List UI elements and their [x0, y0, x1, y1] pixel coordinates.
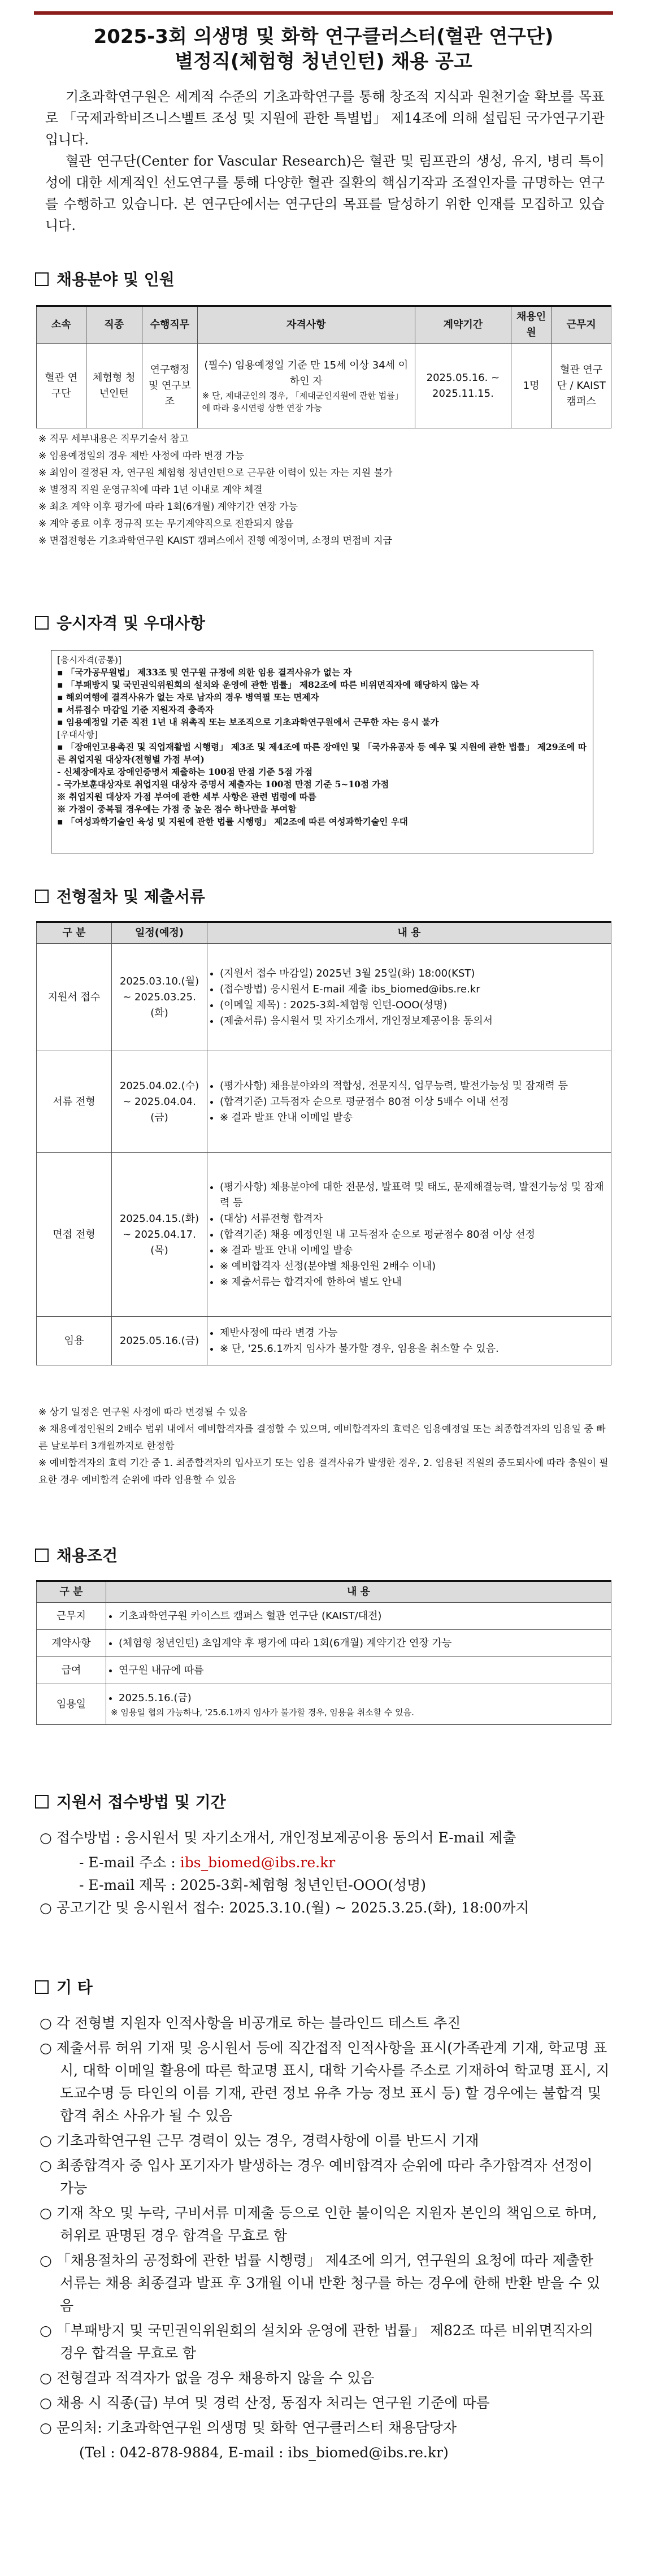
section-title: 기 타	[57, 1978, 93, 1997]
cell-content	[207, 1317, 611, 1365]
section-title: 응시자격 및 우대사항	[57, 614, 205, 632]
content-list	[212, 1325, 606, 1357]
top-rule	[34, 11, 613, 15]
page-title-line1: 2025-3회 의생명 및 화학 연구클러스터(혈관 연구단)	[93, 25, 554, 48]
col-header: 수행직무	[142, 306, 198, 344]
cell-period: 2025.05.16. ~ 2025.11.15.	[415, 344, 511, 428]
cell-value	[106, 1603, 611, 1630]
section-title: 전형절차 및 제출서류	[57, 887, 205, 906]
note-item: ※ 임용예정일의 경우 제반 사정에 따라 변경 가능	[38, 450, 245, 462]
section-application	[35, 1793, 226, 1812]
table-header-row	[37, 1581, 611, 1603]
list-item: • ※ 제출서류는 합격자에 한하여 별도 안내	[220, 1274, 606, 1290]
section-box-icon	[35, 616, 49, 630]
col-header: 일정(예정)	[112, 922, 207, 944]
recruit-table	[36, 305, 611, 428]
list-item: • (합격기준) 고득점자 순으로 평균점수 80점 이상 5배수 이내 선정	[220, 1094, 606, 1110]
list-item: • ※ 단, '25.6.1까지 임사가 불가할 경우, 임용을 취소할 수 있음.	[220, 1341, 606, 1357]
eligibility-line: ※ 취업지원 대상자 가점 부여에 관한 세부 사항은 관련 법령에 따름	[57, 791, 316, 802]
list-item: • 2025.5.16.(금)	[119, 1690, 606, 1706]
note-item: ※ 상기 일정은 연구원 사정에 따라 변경될 수 있음	[38, 1407, 247, 1418]
eligibility-line: ▪ 임용예정일 기준 직전 1년 내 위촉직 또는 보조직으로 기초과학연구원에서 근무한 자는 응시 불가	[57, 717, 439, 727]
cell-date: 2025.04.02.(수) ~ 2025.04.04.(금)	[112, 1051, 207, 1153]
section-procedure	[35, 887, 205, 907]
application-period: ○ 공고기간 및 응시원서 접수: 2025.3.10.(월) ~ 2025.3.25.(화), 18:00까지	[40, 1900, 529, 1916]
email-subject-line: - E-mail 제목 : 2025-3회-체험형 청년인턴-OOO(성명)	[79, 1877, 427, 1893]
section-box-icon	[35, 272, 49, 286]
cell-duty: 연구행정 및 연구보조	[142, 344, 198, 428]
note-item: ※ 채용예정인원의 2배수 범위 내에서 예비합격자를 결정할 수 있으며, 예비합격자의 효력은 임용예정일 또는 최종합격자의 임용일 중 빠른 날로부터 3개월까지로 한정함	[38, 1424, 606, 1452]
etc-list	[40, 2012, 610, 2464]
page-title-line2: 별정직(체험형 청년인턴) 채용 공고	[175, 50, 472, 73]
eligibility-line: ▪ 해외여행에 결격사유가 없는 자로 남자의 경우 병역필 또는 면제자	[57, 692, 319, 702]
list-item: • (평가사항) 채용분야에 대한 전문성, 발표력 및 태도, 문제해결능력, 발전가능성 및 잠재력 등	[220, 1179, 606, 1211]
section-box-icon	[35, 1980, 49, 1994]
eligibility-line: ▪ 「국가공무원법」 제33조 및 연구원 규정에 의한 임용 결격사유가 없는 자	[57, 667, 352, 678]
contact-line: (Tel : 042-878-9884, E-mail : ibs_biomed@ibs.re.kr)	[79, 2444, 449, 2461]
procedure-notes	[38, 1404, 609, 1489]
value-list	[111, 1608, 606, 1624]
section-etc	[35, 1978, 93, 1997]
eligibility-line: ▪ 서류접수 마감일 기준 지원자격 충족자	[57, 704, 214, 715]
conditions-table	[36, 1580, 611, 1725]
note-item: ※ 예비합격자의 효력 기간 중 1. 최종합격자의 입사포기 또는 임용 결격사유가 발생한 경우, 2. 임용된 직원의 중도퇴사에 따라 충원이 필요한 경우 예비합격 순위에 따라 임용할 수 있음	[38, 1458, 609, 1486]
recruit-notes	[38, 431, 609, 549]
col-header: 구 분	[37, 1581, 106, 1603]
section-box-icon	[35, 890, 49, 903]
section-recruit-field	[35, 270, 175, 289]
col-header: 채용인원	[511, 306, 551, 344]
col-header: 소속	[37, 306, 86, 344]
eligibility-box	[51, 650, 593, 853]
content-list	[212, 1078, 606, 1126]
list-item: • 제반사정에 따라 변경 가능	[220, 1325, 606, 1341]
table-header-row	[37, 922, 611, 944]
table-row	[37, 1630, 611, 1657]
col-header: 내 용	[207, 922, 611, 944]
cell-key: 계약사항	[37, 1630, 106, 1657]
eligibility-line: ▪ 「부패방지 및 국민권익위원회의 설치와 운영에 관한 법률」 제82조에 따른 비위면직자에 해당하지 않는 자	[57, 679, 480, 690]
table-row	[37, 1603, 611, 1630]
qualification-note: ※ 단, 제대군인의 경우, 「제대군인지원에 관한 법률」에 따라 응시연령 상한 연장 가능	[202, 390, 403, 413]
list-item: • ※ 예비합격자 선정(분야별 채용인원 2배수 이내)	[220, 1259, 606, 1274]
value-list	[111, 1636, 606, 1651]
cell-value	[106, 1684, 611, 1725]
note-item: ※ 계약 종료 이후 정규직 또는 무기계약직으로 전환되지 않음	[38, 518, 294, 530]
email-label: - E-mail 주소 :	[79, 1854, 180, 1871]
cell-qualification	[197, 344, 415, 428]
list-item: ○ 기초과학연구원 근무 경력이 있는 경우, 경력사항에 이를 반드시 기재	[40, 2132, 479, 2149]
value-list	[111, 1663, 606, 1679]
list-item: ○ 문의처: 기초과학연구원 의생명 및 화학 연구클러스터 채용담당자	[40, 2419, 457, 2436]
col-header: 근무지	[552, 306, 611, 344]
cell-type: 체험형 청년인턴	[86, 344, 142, 428]
list-item: ○ 기재 착오 및 누락, 구비서류 미제출 등으로 인한 불이익은 지원자 본인의 책임으로 하며, 허위로 판명된 경우 합격을 무효로 함	[40, 2205, 597, 2244]
table-row	[37, 1657, 611, 1684]
cell-value	[106, 1630, 611, 1657]
table-row	[37, 1051, 611, 1153]
note-item: ※ 면접전형은 기초과학연구원 KAIST 캠퍼스에서 진행 예정이며, 소정의 면접비 지급	[38, 535, 393, 547]
cell-date: 2025.03.10.(월) ~ 2025.03.25.(화)	[112, 944, 207, 1051]
list-item: ○ 제출서류 허위 기재 및 응시원서 등에 직간접적 인적사항을 표시(가족관계 기재, 학교명 표시, 대학 이메일 활용에 따른 학교명 표시, 대학 기숙사를 주소로 기재하여 학교명 표시, 지도교수명 등 타인의 이름 기재, 관련 정보 유추 가능 정보 표시 등) 할 경우에는 불합격 및 합격 취소 사유가 될 수 있음	[40, 2040, 610, 2124]
list-item: • (제출서류) 응시원서 및 자기소개서, 개인정보제공이용 동의서	[220, 1013, 606, 1029]
list-item: • (대상) 서류전형 합격자	[220, 1211, 606, 1227]
cell-key: 근무지	[37, 1603, 106, 1630]
eligibility-line: ※ 가점이 중복될 경우에는 가점 중 높은 점수 하나만을 부여함	[57, 804, 297, 814]
intro-paragraph-1: 기초과학연구원은 세계적 수준의 기초과학연구를 통해 창조적 지식과 원천기술 확보를 목표로 「국제과학비즈니스벨트 조성 및 지원에 관한 특별법」 제14조에 의해 설립된 국가연구기관입니다.	[45, 89, 605, 148]
list-item: ○ 최종합격자 중 입사 포기자가 발생하는 경우 예비합격자 순위에 따라 추가합격자 선정이 가능	[40, 2157, 593, 2196]
application-info	[40, 1827, 610, 1922]
value-list	[111, 1690, 606, 1706]
cell-place: 혈관 연구단 / KAIST 캠퍼스	[552, 344, 611, 428]
note-item: ※ 별정직 직원 운영규칙에 따라 1년 이내로 계약 체결	[38, 484, 263, 496]
col-header: 직종	[86, 306, 142, 344]
eligibility-line: - 신체장애자로 장애인증명서 제출하는 100점 만점 기준 5점 가점	[57, 766, 313, 777]
content-list	[212, 1179, 606, 1290]
application-method: ○ 접수방법 : 응시원서 및 자기소개서, 개인정보제공이용 동의서 E-mail 제출	[40, 1829, 516, 1846]
section-box-icon	[35, 1795, 49, 1809]
table-row	[37, 1153, 611, 1317]
list-item: ○ 「부패방지 및 국민권익위원회의 설치와 운영에 관한 법률」 제82조 따른 비위면직자의 경우 합격을 무효로 함	[40, 2322, 594, 2361]
cell-stage: 임용	[37, 1317, 112, 1365]
cell-stage: 지원서 접수	[37, 944, 112, 1051]
cell-date: 2025.05.16.(금)	[112, 1317, 207, 1365]
table-row	[37, 944, 611, 1051]
section-title: 채용조건	[57, 1546, 118, 1565]
table-header-row	[37, 306, 611, 344]
cell-content	[207, 1153, 611, 1317]
list-item: • (이메일 제목) : 2025-3회-체험형 인턴-OOO(성명)	[220, 998, 606, 1013]
note-item: ※ 최초 계약 이후 평가에 따라 1회(6개월) 계약기간 연장 가능	[38, 501, 298, 513]
table-row	[37, 344, 611, 428]
cell-key: 임용일	[37, 1684, 106, 1725]
cell-stage: 면접 전형	[37, 1153, 112, 1317]
table-row	[37, 1684, 611, 1725]
email-link[interactable]: ibs_biomed@ibs.re.kr	[180, 1854, 336, 1871]
section-conditions	[35, 1546, 118, 1565]
col-header: 자격사항	[197, 306, 415, 344]
cell-content	[207, 944, 611, 1051]
eligibility-line: ▪ 「여성과학기술인 육성 및 지원에 관한 법률 시행령」 제2조에 따른 여성과학기술인 우대	[57, 816, 408, 827]
list-item: • (평가사항) 채용분야와의 적합성, 전문지식, 업무능력, 발전가능성 및 잠재력 등	[220, 1078, 606, 1094]
list-item: • (접수방법) 응시원서 E-mail 제출 ibs_biomed@ibs.re.kr	[220, 982, 606, 998]
email-address-line	[40, 1851, 610, 1874]
col-header: 내 용	[106, 1581, 611, 1603]
cell-count: 1명	[511, 344, 551, 428]
intro-paragraph-2: 혈관 연구단(Center for Vascular Research)은 혈관 및 림프관의 생성, 유지, 병리 특이성에 대한 세계적인 선도연구를 통해 다양한 혈관 질환의 핵심기작과 조절인자를 규명하는 연구를 수행하고 있습니다. 본 연구단에서는 연구단의 목표를 달성하기 위한 인재를 모집하고 있습니다.	[45, 153, 605, 233]
note-item: ※ 최임이 결정된 자, 연구원 체험형 청년인턴으로 근무한 이력이 있는 자는 지원 불가	[38, 467, 393, 479]
eligibility-line: ▪ 「장애인고용촉진 및 직업재활법 시행령」 제3조 및 제4조에 따른 장애인 및 「국가유공자 등 예우 및 지원에 관한 법률」 제29조에 따른 취업지원 대상자(전형별 가점 부여)	[57, 741, 587, 765]
procedure-table	[36, 921, 611, 1365]
content-list	[212, 966, 606, 1029]
intro-text	[45, 86, 605, 236]
list-item: • (지원서 접수 마감일) 2025년 3월 25일(화) 18:00(KST)	[220, 966, 606, 982]
list-item: • 연구원 내규에 따름	[119, 1663, 606, 1679]
list-item: ○ 채용 시 직종(급) 부여 및 경력 산정, 동점자 처리는 연구원 기준에 따름	[40, 2395, 490, 2411]
list-item: ○ 전형결과 적격자가 없을 경우 채용하지 않을 수 있음	[40, 2370, 375, 2386]
section-title: 채용분야 및 인원	[57, 270, 175, 289]
section-eligibility	[35, 614, 205, 633]
cell-stage: 서류 전형	[37, 1051, 112, 1153]
qualification-main: (필수) 임용예정일 기준 만 15세 이상 34세 이하인 자	[204, 359, 409, 387]
list-item: ○ 각 전형별 지원자 인적사항을 비공개로 하는 블라인드 테스트 추진	[40, 2015, 461, 2031]
col-header: 계약기간	[415, 306, 511, 344]
eligibility-line: [우대사항]	[57, 730, 98, 740]
cell-key: 급여	[37, 1657, 106, 1684]
list-item: • ※ 결과 발표 안내 이메일 발송	[220, 1110, 606, 1126]
note-item: ※ 직무 세부내용은 직무기술서 참고	[38, 433, 189, 445]
section-title: 지원서 접수방법 및 기간	[57, 1793, 226, 1811]
eligibility-line: - 국가보훈대상자로 취업지원 대상자 증명서 제출자는 100점 만점 기준 5~10점 가점	[57, 779, 389, 790]
eligibility-line: [응시자격(공통)]	[57, 655, 122, 665]
list-item: • (합격기준) 채용 예정인원 내 고득점자 순으로 평균점수 80점 이상 선정	[220, 1227, 606, 1243]
cell-value	[106, 1657, 611, 1684]
cell-content	[207, 1051, 611, 1153]
col-header: 구 분	[37, 922, 112, 944]
section-box-icon	[35, 1549, 49, 1562]
list-item: • (체험형 청년인턴) 초임계약 후 평가에 따라 1회(6개월) 계약기간 연장 가능	[119, 1636, 606, 1651]
list-item: • ※ 결과 발표 안내 이메일 발송	[220, 1243, 606, 1259]
cell-date: 2025.04.15.(화) ~ 2025.04.17.(목)	[112, 1153, 207, 1317]
list-item: • 기초과학연구원 카이스트 캠퍼스 혈관 연구단 (KAIST/대전)	[119, 1608, 606, 1624]
cell-dept: 혈관 연구단	[37, 344, 86, 428]
list-item: ○ 「채용절차의 공정화에 관한 법률 시행령」 제4조에 의거, 연구원의 요청에 따라 제출한 서류는 채용 최종결과 발표 후 3개월 이내 반환 청구를 하는 경우에 한해 반환 받을 수 있음	[40, 2252, 601, 2314]
appointment-note: ※ 임용일 협의 가능하나, '25.6.1까지 임사가 불가할 경우, 임용을 취소할 수 있음.	[111, 1707, 414, 1718]
table-row	[37, 1317, 611, 1365]
